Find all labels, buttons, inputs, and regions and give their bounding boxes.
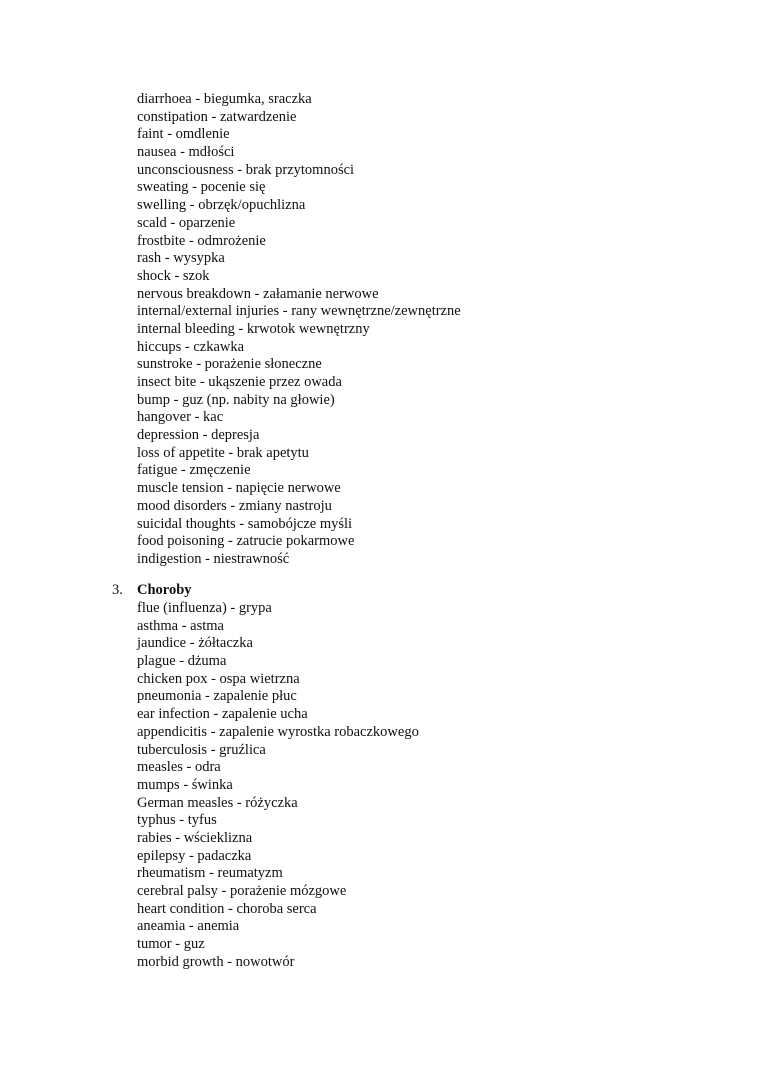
list-item: diarrhoea - biegumka, sraczka: [137, 91, 312, 107]
list-item: plague - dżuma: [137, 653, 227, 670]
list-item: hangover - kac: [137, 409, 224, 426]
list-item: indigestion - niestrawność: [137, 550, 290, 567]
diseases-list: [137, 600, 419, 971]
list-item: food poisoning - zatrucie pokarmowe: [137, 533, 355, 550]
list-item: loss of appetite - brak apetytu: [137, 444, 309, 461]
list-item: constipation - zatwardzenie: [137, 108, 297, 125]
list-item: tuberculosis - gruźlica: [137, 741, 266, 758]
list-item: rabies - wścieklizna: [137, 829, 253, 846]
list-item: mumps - świnka: [137, 776, 233, 793]
list-item: pneumonia - zapalenie płuc: [137, 688, 297, 705]
list-item: sweating - pocenie się: [137, 179, 266, 196]
list-item: shock - szok: [137, 267, 210, 284]
list-item: scald - oparzenie: [137, 214, 236, 231]
list-item: unconsciousness - brak przytomności: [137, 161, 355, 178]
list-item: heart condition - choroba serca: [137, 900, 317, 917]
list-item: internal/external injuries - rany wewnętrzne/zewnętrzne: [137, 303, 461, 320]
list-item: cerebral palsy - porażenie mózgowe: [137, 883, 347, 899]
section-number: 3.: [112, 582, 123, 598]
list-item: epilepsy - padaczka: [137, 847, 252, 864]
list-item: morbid growth - nowotwór: [137, 953, 295, 970]
list-item: aneamia - anemia: [137, 918, 240, 935]
list-item: German measles - różyczka: [137, 794, 298, 811]
list-item: internal bleeding - krwotok wewnętrzny: [137, 320, 370, 337]
list-item: jaundice - żółtaczka: [137, 635, 253, 652]
list-item: swelling - obrzęk/opuchlizna: [137, 197, 306, 214]
list-item: tumor - guz: [137, 936, 205, 953]
list-item: insect bite - ukąszenie przez owada: [137, 374, 342, 390]
list-item: fatigue - zmęczenie: [137, 462, 251, 479]
list-item: frostbite - odmrożenie: [137, 232, 266, 249]
list-item: asthma - astma: [137, 617, 224, 634]
symptoms-list: [137, 91, 461, 569]
list-item: faint - omdlenie: [137, 126, 230, 143]
list-item: measles - odra: [137, 759, 221, 776]
list-item: chicken pox - ospa wietrzna: [137, 670, 300, 687]
list-item: ear infection - zapalenie ucha: [137, 706, 308, 723]
list-item: mood disorders - zmiany nastroju: [137, 497, 332, 514]
section-title: Choroby: [137, 582, 192, 598]
list-item: typhus - tyfus: [137, 812, 217, 829]
list-item: depression - depresja: [137, 427, 260, 444]
list-item: appendicitis - zapalenie wyrostka robaczkowego: [137, 723, 419, 740]
list-item: rash - wysypka: [137, 250, 225, 267]
list-item: muscle tension - napięcie nerwowe: [137, 480, 341, 497]
section-heading: [112, 581, 192, 599]
list-item: nervous breakdown - załamanie nerwowe: [137, 285, 379, 302]
list-item: hiccups - czkawka: [137, 338, 245, 355]
list-item: bump - guz (np. nabity na głowie): [137, 391, 335, 408]
list-item: flue (influenza) - grypa: [137, 600, 272, 616]
list-item: suicidal thoughts - samobójcze myśli: [137, 515, 353, 532]
list-item: sunstroke - porażenie słoneczne: [137, 356, 322, 373]
list-item: rheumatism - reumatyzm: [137, 865, 283, 882]
list-item: nausea - mdłości: [137, 144, 235, 161]
